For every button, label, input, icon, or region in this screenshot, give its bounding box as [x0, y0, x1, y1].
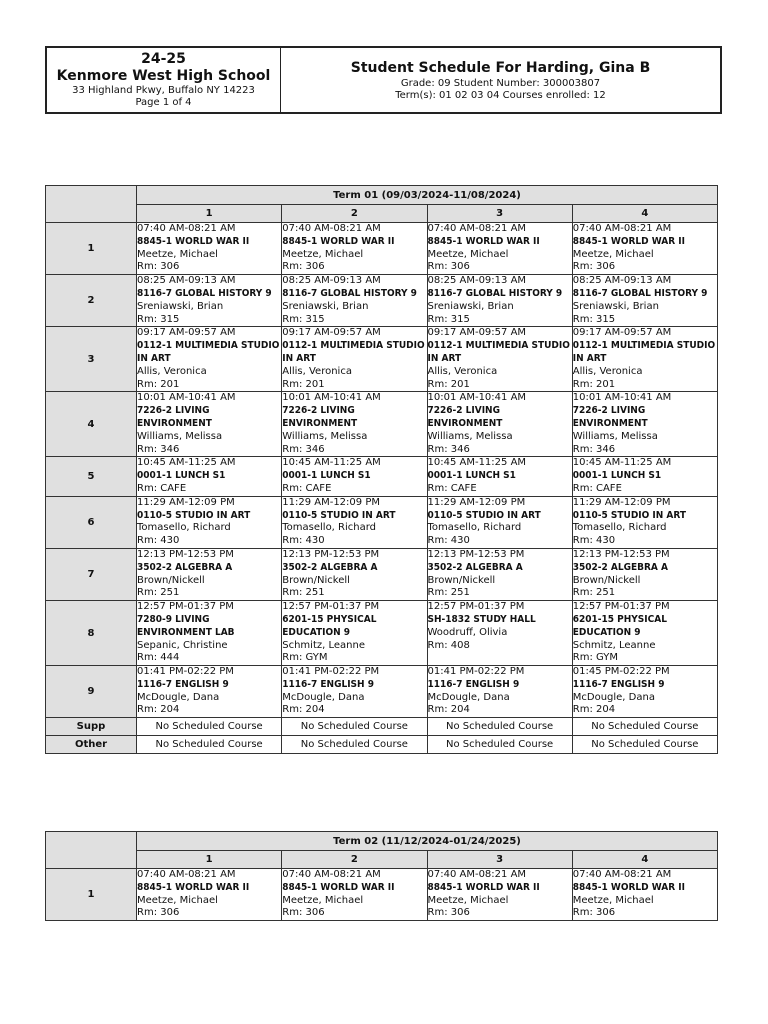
room-number: Rm: 315 [427, 313, 470, 325]
course-name: 0001-1 LUNCH S1 [427, 470, 516, 482]
period-label: 6 [46, 496, 137, 548]
course-cell [137, 223, 282, 275]
term-01-table [45, 185, 718, 754]
course-cell [427, 457, 572, 496]
teacher-name: McDougle, Dana [137, 691, 220, 703]
course-name: 0112-1 MULTIMEDIA STUDIO IN ART [282, 340, 425, 364]
teacher-name: Tomasello, Richard [282, 522, 377, 534]
room-number: Rm: 204 [427, 704, 470, 716]
teacher-name: Allis, Veronica [137, 365, 207, 377]
course-name: 8116-7 GLOBAL HISTORY 9 [282, 287, 417, 299]
course-time: 12:57 PM-01:37 PM [282, 601, 380, 613]
course-time: 09:17 AM-09:57 AM [282, 327, 381, 339]
course-name: 7226-2 LIVING ENVIRONMENT [572, 405, 648, 429]
no-course-cell: No Scheduled Course [137, 718, 282, 736]
course-cell [137, 548, 282, 600]
course-name: SH-1832 STUDY HALL [427, 613, 536, 625]
room-number: Rm: 408 [427, 639, 470, 651]
teacher-name: Sreniawski, Brian [137, 300, 224, 312]
course-time: 08:25 AM-09:13 AM [572, 275, 672, 287]
course-name: 7226-2 LIVING ENVIRONMENT [137, 405, 212, 429]
course-cell [282, 496, 427, 548]
course-name: 0001-1 LUNCH S1 [282, 470, 371, 482]
period-row [46, 275, 718, 327]
course-cell [572, 666, 717, 718]
room-number: Rm: 251 [427, 587, 470, 599]
course-time: 07:40 AM-08:21 AM [282, 869, 381, 880]
room-number: Rm: 346 [137, 443, 180, 455]
course-time: 10:01 AM-10:41 AM [427, 392, 527, 404]
period-row [46, 496, 718, 548]
teacher-name: McDougle, Dana [572, 691, 655, 703]
term-title: Term 02 (11/12/2024-01/24/2025) [137, 832, 718, 851]
course-name: 8845-1 WORLD WAR II [282, 235, 395, 247]
room-number: Rm: 444 [137, 652, 180, 664]
course-cell [572, 457, 717, 496]
room-number: Rm: 430 [282, 535, 325, 547]
course-cell [572, 548, 717, 600]
room-number: Rm: 346 [572, 443, 616, 455]
course-name: 0112-1 MULTIMEDIA STUDIO IN ART [137, 340, 280, 364]
room-number: Rm: 315 [572, 313, 616, 325]
course-time: 08:25 AM-09:13 AM [137, 275, 236, 287]
period-row [46, 601, 718, 666]
course-cell [282, 327, 427, 392]
course-time: 10:45 AM-11:25 AM [427, 457, 527, 469]
course-cell [137, 457, 282, 496]
period-label: 1 [46, 223, 137, 275]
period-row [46, 457, 718, 496]
teacher-name: Tomasello, Richard [427, 522, 522, 534]
page-title: Student Schedule For Harding, Gina B [350, 59, 651, 76]
room-number: Rm: GYM [282, 652, 328, 664]
course-cell [572, 392, 717, 457]
period-label: 1 [46, 869, 137, 921]
course-name: 0110-5 STUDIO IN ART [572, 509, 687, 521]
teacher-name: Sreniawski, Brian [282, 300, 369, 312]
teacher-name: Meetze, Michael [572, 248, 654, 260]
course-cell [427, 275, 572, 327]
teacher-name: Meetze, Michael [282, 894, 364, 906]
room-number: Rm: 204 [282, 704, 325, 716]
course-cell [427, 548, 572, 600]
room-number: Rm: 306 [137, 261, 180, 273]
room-number: Rm: 251 [572, 587, 616, 599]
teacher-name: Brown/Nickell [427, 574, 496, 586]
room-number: Rm: GYM [572, 652, 618, 664]
course-cell [137, 496, 282, 548]
row-header-other: Other [46, 736, 137, 754]
period-label: 4 [46, 392, 137, 457]
room-number: Rm: 201 [137, 378, 180, 390]
course-cell [572, 327, 717, 392]
teacher-name: Sreniawski, Brian [427, 300, 514, 312]
course-time: 12:13 PM-12:53 PM [572, 548, 670, 560]
room-number: Rm: 204 [572, 704, 616, 716]
course-cell [427, 496, 572, 548]
no-course-cell: No Scheduled Course [427, 718, 572, 736]
course-cell [137, 666, 282, 718]
room-number: Rm: 430 [572, 535, 616, 547]
course-name: 7280-9 LIVING ENVIRONMENT LAB [137, 613, 235, 638]
teacher-name: Allis, Veronica [282, 365, 352, 377]
teacher-name: Schmitz, Leanne [282, 639, 365, 651]
room-number: Rm: 201 [282, 378, 325, 390]
course-time: 07:40 AM-08:21 AM [137, 869, 236, 880]
course-cell [572, 601, 717, 666]
course-time: 01:41 PM-02:22 PM [282, 666, 380, 678]
school-year: 24-25 [141, 51, 186, 67]
course-time: 09:17 AM-09:57 AM [427, 327, 527, 339]
course-time: 09:17 AM-09:57 AM [572, 327, 672, 339]
course-cell [137, 327, 282, 392]
course-time: 11:29 AM-12:09 PM [137, 496, 235, 508]
room-number: Rm: 306 [137, 907, 180, 919]
course-name: 8845-1 WORLD WAR II [572, 235, 685, 247]
room-number: Rm: 306 [282, 261, 325, 273]
grade-line: Grade: 09 Student Number: 300003807 [400, 77, 601, 89]
teacher-name: Williams, Melissa [282, 430, 368, 442]
course-name: 8845-1 WORLD WAR II [137, 881, 250, 893]
course-cell [282, 666, 427, 718]
teacher-name: McDougle, Dana [427, 691, 510, 703]
course-time: 07:40 AM-08:21 AM [282, 223, 381, 234]
course-name: 3502-2 ALGEBRA A [572, 561, 668, 573]
course-name: 8116-7 GLOBAL HISTORY 9 [572, 287, 708, 299]
course-cell [137, 275, 282, 327]
period-label: 5 [46, 457, 137, 496]
column-header: 3 [427, 851, 572, 869]
course-time: 01:45 PM-02:22 PM [572, 666, 670, 678]
corner-cell [46, 832, 137, 869]
room-number: Rm: 346 [282, 443, 325, 455]
column-header: 4 [572, 851, 717, 869]
page-number: Page 1 of 4 [135, 97, 192, 108]
teacher-name: Williams, Melissa [427, 430, 513, 442]
course-name: 8845-1 WORLD WAR II [427, 881, 540, 893]
course-time: 11:29 AM-12:09 PM [427, 496, 526, 508]
column-header: 2 [282, 205, 427, 223]
period-row [46, 666, 718, 718]
course-time: 12:13 PM-12:53 PM [427, 548, 525, 560]
course-time: 08:25 AM-09:13 AM [427, 275, 527, 287]
room-number: Rm: 306 [572, 907, 616, 919]
course-cell [282, 223, 427, 275]
course-time: 12:57 PM-01:37 PM [137, 601, 234, 613]
teacher-name: Williams, Melissa [137, 430, 223, 442]
course-name: 0001-1 LUNCH S1 [137, 470, 226, 482]
course-time: 01:41 PM-02:22 PM [137, 666, 234, 678]
teacher-name: Meetze, Michael [282, 248, 364, 260]
course-name: 1116-7 ENGLISH 9 [137, 678, 229, 690]
teacher-name: McDougle, Dana [282, 691, 365, 703]
course-time: 07:40 AM-08:21 AM [427, 223, 527, 234]
course-cell [427, 869, 572, 921]
no-course-cell: No Scheduled Course [572, 718, 717, 736]
teacher-name: Sreniawski, Brian [572, 300, 659, 312]
course-cell [572, 869, 717, 921]
course-name: 0001-1 LUNCH S1 [572, 470, 662, 482]
room-number: Rm: 204 [137, 704, 180, 716]
room-number: Rm: 306 [282, 907, 325, 919]
course-time: 08:25 AM-09:13 AM [282, 275, 381, 287]
course-name: 1116-7 ENGLISH 9 [572, 678, 665, 690]
course-time: 10:01 AM-10:41 AM [282, 392, 381, 404]
course-time: 10:45 AM-11:25 AM [282, 457, 381, 469]
course-time: 07:40 AM-08:21 AM [427, 869, 527, 880]
teacher-name: Schmitz, Leanne [572, 639, 656, 651]
period-row [46, 327, 718, 392]
column-header: 4 [572, 205, 717, 223]
course-name: 8845-1 WORLD WAR II [572, 881, 685, 893]
course-cell [572, 275, 717, 327]
course-cell [282, 392, 427, 457]
room-number: Rm: CAFE [282, 482, 332, 494]
course-cell [427, 327, 572, 392]
course-name: 8845-1 WORLD WAR II [282, 881, 395, 893]
teacher-name: Brown/Nickell [282, 574, 350, 586]
course-time: 10:45 AM-11:25 AM [137, 457, 236, 469]
course-name: 0112-1 MULTIMEDIA STUDIO IN ART [572, 340, 716, 364]
course-cell [282, 275, 427, 327]
course-time: 10:01 AM-10:41 AM [572, 392, 672, 404]
course-cell [137, 869, 282, 921]
course-cell [572, 223, 717, 275]
room-number: Rm: 251 [282, 587, 325, 599]
course-name: 3502-2 ALGEBRA A [427, 561, 523, 573]
course-time: 12:57 PM-01:37 PM [427, 601, 525, 613]
course-cell [282, 601, 427, 666]
no-course-cell: No Scheduled Course [137, 736, 282, 754]
column-header: 2 [282, 851, 427, 869]
term-02-table [45, 831, 718, 921]
course-time: 10:01 AM-10:41 AM [137, 392, 236, 404]
teacher-name: Meetze, Michael [427, 248, 509, 260]
teacher-name: Allis, Veronica [572, 365, 643, 377]
school-name: Kenmore West High School [56, 68, 271, 84]
course-cell [282, 869, 427, 921]
student-info [281, 48, 720, 112]
room-number: Rm: 430 [137, 535, 180, 547]
course-name: 3502-2 ALGEBRA A [282, 561, 378, 573]
period-label: 9 [46, 666, 137, 718]
course-name: 7226-2 LIVING ENVIRONMENT [282, 405, 358, 429]
room-number: Rm: 251 [137, 587, 180, 599]
course-name: 8116-7 GLOBAL HISTORY 9 [137, 287, 272, 299]
no-course-cell: No Scheduled Course [282, 736, 427, 754]
course-name: 8116-7 GLOBAL HISTORY 9 [427, 287, 563, 299]
course-time: 01:41 PM-02:22 PM [427, 666, 525, 678]
room-number: Rm: CAFE [137, 482, 187, 494]
corner-cell [46, 186, 137, 223]
course-name: 8845-1 WORLD WAR II [427, 235, 540, 247]
course-time: 12:13 PM-12:53 PM [282, 548, 380, 560]
period-label: 8 [46, 601, 137, 666]
course-cell [282, 548, 427, 600]
course-cell [137, 392, 282, 457]
room-number: Rm: 201 [427, 378, 470, 390]
teacher-name: Sepanic, Christine [137, 639, 228, 651]
course-name: 7226-2 LIVING ENVIRONMENT [427, 405, 503, 429]
course-cell [427, 666, 572, 718]
period-label: 3 [46, 327, 137, 392]
teacher-name: Tomasello, Richard [137, 522, 231, 534]
teacher-name: Williams, Melissa [572, 430, 658, 442]
teacher-name: Brown/Nickell [137, 574, 205, 586]
course-name: 6201-15 PHYSICAL EDUCATION 9 [572, 613, 667, 638]
course-time: 09:17 AM-09:57 AM [137, 327, 236, 339]
column-header: 1 [137, 851, 282, 869]
course-time: 12:57 PM-01:37 PM [572, 601, 670, 613]
room-number: Rm: 430 [427, 535, 470, 547]
course-time: 07:40 AM-08:21 AM [137, 223, 236, 234]
course-cell [427, 392, 572, 457]
period-label: 2 [46, 275, 137, 327]
course-name: 8845-1 WORLD WAR II [137, 235, 250, 247]
term-title: Term 01 (09/03/2024-11/08/2024) [137, 186, 718, 205]
room-number: Rm: 315 [137, 313, 180, 325]
course-time: 12:13 PM-12:53 PM [137, 548, 234, 560]
teacher-name: Meetze, Michael [137, 248, 218, 260]
course-cell [137, 601, 282, 666]
teacher-name: Tomasello, Richard [572, 522, 667, 534]
course-name: 1116-7 ENGLISH 9 [427, 678, 520, 690]
period-row [46, 392, 718, 457]
course-name: 0110-5 STUDIO IN ART [282, 509, 396, 521]
schedule-header [45, 46, 722, 114]
period-row [46, 223, 718, 275]
period-label: 7 [46, 548, 137, 600]
column-header: 1 [137, 205, 282, 223]
course-time: 10:45 AM-11:25 AM [572, 457, 672, 469]
period-row [46, 548, 718, 600]
course-name: 3502-2 ALGEBRA A [137, 561, 233, 573]
room-number: Rm: 306 [427, 261, 470, 273]
school-info [47, 48, 281, 112]
course-cell [427, 601, 572, 666]
course-name: 1116-7 ENGLISH 9 [282, 678, 374, 690]
course-name: 0110-5 STUDIO IN ART [427, 509, 541, 521]
teacher-name: Woodruff, Olivia [427, 626, 508, 638]
room-number: Rm: CAFE [427, 482, 477, 494]
course-time: 11:29 AM-12:09 PM [282, 496, 380, 508]
course-name: 6201-15 PHYSICAL EDUCATION 9 [282, 613, 377, 638]
no-course-cell: No Scheduled Course [282, 718, 427, 736]
teacher-name: Allis, Veronica [427, 365, 498, 377]
school-address: 33 Highland Pkwy, Buffalo NY 14223 [72, 85, 255, 96]
teacher-name: Meetze, Michael [137, 894, 218, 906]
course-time: 07:40 AM-08:21 AM [572, 223, 672, 234]
no-course-cell: No Scheduled Course [572, 736, 717, 754]
column-header: 3 [427, 205, 572, 223]
teacher-name: Meetze, Michael [572, 894, 654, 906]
terms-line: Term(s): 01 02 03 04 Courses enrolled: 12 [395, 89, 606, 101]
row-header-supp: Supp [46, 718, 137, 736]
course-name: 0110-5 STUDIO IN ART [137, 509, 251, 521]
teacher-name: Meetze, Michael [427, 894, 509, 906]
course-cell [427, 223, 572, 275]
course-time: 07:40 AM-08:21 AM [572, 869, 672, 880]
teacher-name: Brown/Nickell [572, 574, 641, 586]
room-number: Rm: 306 [572, 261, 616, 273]
room-number: Rm: 346 [427, 443, 470, 455]
room-number: Rm: 201 [572, 378, 616, 390]
course-time: 11:29 AM-12:09 PM [572, 496, 671, 508]
room-number: Rm: 306 [427, 907, 470, 919]
course-name: 0112-1 MULTIMEDIA STUDIO IN ART [427, 340, 570, 364]
period-row [46, 869, 718, 921]
course-cell [572, 496, 717, 548]
room-number: Rm: CAFE [572, 482, 622, 494]
no-course-cell: No Scheduled Course [427, 736, 572, 754]
room-number: Rm: 315 [282, 313, 325, 325]
course-cell [282, 457, 427, 496]
